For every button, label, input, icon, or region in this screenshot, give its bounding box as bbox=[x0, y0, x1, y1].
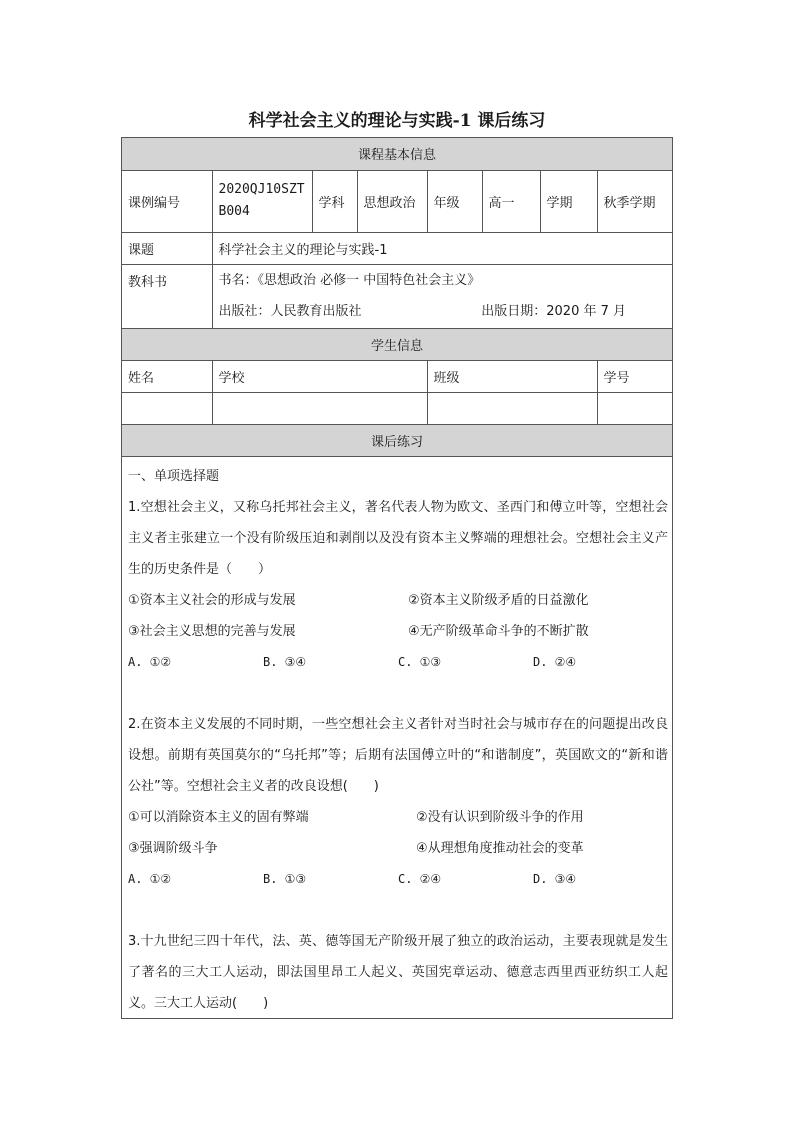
topic-value: 科学社会主义的理论与实践-1 bbox=[212, 232, 672, 264]
question-2-choices bbox=[128, 864, 668, 895]
q2-choice-a[interactable]: A. ①② bbox=[128, 872, 172, 886]
name-label: 姓名 bbox=[122, 360, 212, 392]
q2-choice-c[interactable]: C. ②④ bbox=[398, 872, 442, 886]
exercise-body bbox=[128, 461, 668, 1019]
question-2-stem: 2.在资本主义发展的不同时期，一些空想社会主义者针对当时社会与城市存在的问题提出改良设想。前期有英国莫尔的“乌托邦”等；后期有法国傅立叶的“和谐制度”，英国欧文的“新和谐公社”等。空想社会主义者的改良设想( ) bbox=[128, 717, 668, 794]
q1-statement-2: ②资本主义阶级矛盾的日益激化 bbox=[408, 593, 589, 608]
q2-statement-2: ②没有认识到阶级斗争的作用 bbox=[416, 810, 584, 825]
code-value: 2020QJ10SZTB004 bbox=[212, 170, 312, 232]
grade-value: 高一 bbox=[482, 170, 540, 232]
q2-choice-d[interactable]: D. ③④ bbox=[533, 872, 577, 886]
term-value: 秋季学期 bbox=[597, 170, 672, 232]
q2-statement-4: ④从理想角度推动社会的变革 bbox=[416, 841, 584, 856]
q1-choice-b[interactable]: B. ③④ bbox=[263, 655, 307, 669]
textbook-details bbox=[212, 264, 672, 328]
student-id-field[interactable] bbox=[597, 392, 672, 424]
id-label: 学号 bbox=[597, 360, 672, 392]
book-name: 书名：《思想政治 必修一 中国特色社会主义》 bbox=[218, 273, 481, 288]
question-1-statements-b bbox=[128, 616, 668, 647]
class-field[interactable] bbox=[427, 392, 597, 424]
question-1-choices bbox=[128, 647, 668, 678]
section-heading: 一、单项选择题 bbox=[128, 469, 220, 484]
class-label: 班级 bbox=[427, 360, 597, 392]
q2-choice-b[interactable]: B. ①③ bbox=[263, 872, 307, 886]
exercises-header: 课后练习 bbox=[122, 424, 672, 456]
grade-label: 年级 bbox=[427, 170, 482, 232]
topic-label: 课题 bbox=[122, 232, 212, 264]
question-3-stem: 3.十九世纪三四十年代，法、英、德等国无产阶级开展了独立的政治运动，主要表现就是发生了著名的三大工人运动，即法国里昂工人起义、英国宪章运动、德意志西里西亚纺织工人起义。三大工人运动( ) bbox=[128, 934, 668, 1011]
student-info-header: 学生信息 bbox=[122, 328, 672, 360]
subject-value: 思想政治 bbox=[357, 170, 427, 232]
q1-statement-1: ①资本主义社会的形成与发展 bbox=[128, 593, 296, 608]
school-label: 学校 bbox=[212, 360, 427, 392]
q1-choice-d[interactable]: D. ②④ bbox=[533, 655, 577, 669]
question-2-statements-b bbox=[128, 833, 668, 864]
info-table bbox=[122, 138, 672, 457]
question-1-stem: 1.空想社会主义，又称乌托邦社会主义，著名代表人物为欧文、圣西门和傅立叶等，空想社会主义者主张建立一个没有阶级压迫和剥削以及没有资本主义弊端的理想社会。空想社会主义产生的历史条件是（ ） bbox=[128, 500, 668, 577]
publisher-row bbox=[219, 296, 667, 327]
q2-statement-1: ①可以消除资本主义的固有弊端 bbox=[128, 810, 309, 825]
question-1-statements-a bbox=[128, 585, 668, 616]
spacer bbox=[128, 678, 668, 709]
code-label: 课例编号 bbox=[122, 170, 212, 232]
course-info-header: 课程基本信息 bbox=[122, 138, 672, 170]
publisher: 出版社：人民教育出版社 bbox=[218, 304, 362, 319]
q1-choice-c[interactable]: C. ①③ bbox=[398, 655, 442, 669]
q1-choice-a[interactable]: A. ①② bbox=[128, 655, 172, 669]
term-label: 学期 bbox=[540, 170, 597, 232]
question-2-statements-a bbox=[128, 802, 668, 833]
q1-statement-4: ④无产阶级革命斗争的不断扩散 bbox=[408, 624, 589, 639]
spacer bbox=[128, 895, 668, 926]
school-field[interactable] bbox=[212, 392, 427, 424]
q1-statement-3: ③社会主义思想的完善与发展 bbox=[128, 624, 296, 639]
subject-label: 学科 bbox=[312, 170, 357, 232]
publish-date: 出版日期：2020 年 7 月 bbox=[481, 304, 627, 319]
worksheet-frame bbox=[121, 137, 673, 1019]
page-title: 科学社会主义的理论与实践-1 课后练习 bbox=[248, 111, 546, 131]
name-field[interactable] bbox=[122, 392, 212, 424]
q2-statement-3: ③强调阶级斗争 bbox=[128, 841, 218, 856]
textbook-label: 教科书 bbox=[122, 264, 212, 328]
